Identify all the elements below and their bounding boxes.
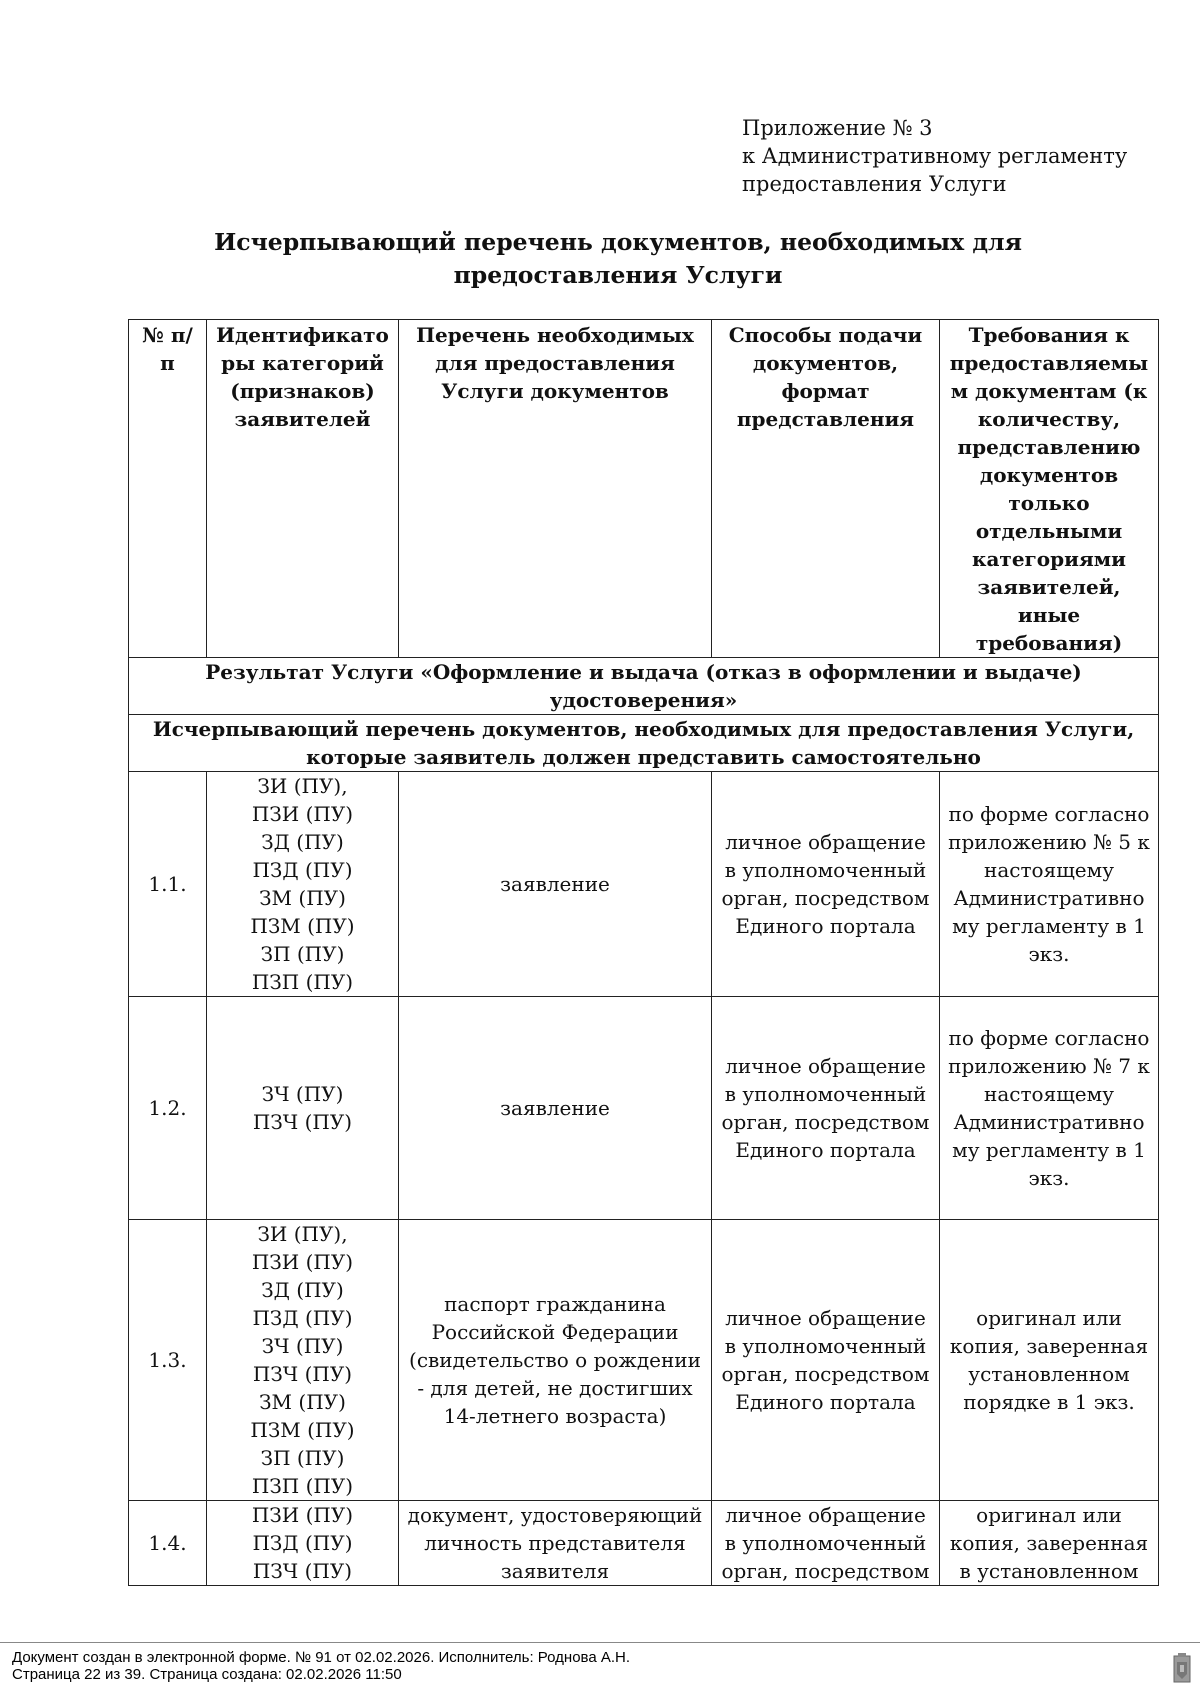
row-identifiers <box>207 1220 399 1501</box>
row-requirement: оригинал или копия, заверенная в установленном <box>940 1501 1159 1586</box>
section-cell: Исчерпывающий перечень документов, необходимых для предоставления Услуги, которые заявитель должен представить самостоятельно <box>129 715 1159 772</box>
row-document: заявление <box>399 997 712 1220</box>
identifier: ЗД (ПУ) <box>261 830 344 854</box>
identifier: ЗМ (ПУ) <box>259 1390 346 1414</box>
identifier: ПЗИ (ПУ) <box>251 1503 354 1527</box>
header-documents: Перечень необходимых для предоставления Услуги документов <box>399 320 712 658</box>
identifier: ЗП (ПУ) <box>260 942 345 966</box>
identifier: ПЗЧ (ПУ) <box>252 1110 353 1134</box>
row-number: 1.1. <box>129 772 207 997</box>
appendix-line-1: Приложение № 3 <box>742 116 933 140</box>
appendix-header <box>742 114 1162 198</box>
row-requirement: оригинал или копия, заверенная установленном порядке в 1 экз. <box>940 1220 1159 1501</box>
header-methods: Способы подачи документов, формат представления <box>712 320 940 658</box>
table-row <box>129 997 1159 1220</box>
identifier: ПЗД (ПУ) <box>252 1531 353 1555</box>
row-document: документ, удостоверяющий личность представителя заявителя <box>399 1501 712 1586</box>
row-method: личное обращение в уполномоченный орган, посредством <box>712 1501 940 1586</box>
page-title <box>0 226 1200 292</box>
coat-of-arms-icon <box>1172 1652 1192 1686</box>
identifier: ЗП (ПУ) <box>260 1446 345 1470</box>
table-row <box>129 1501 1159 1586</box>
identifier: ЗИ (ПУ), <box>257 1222 348 1246</box>
row-method: личное обращение в уполномоченный орган, посредством Единого портала <box>712 772 940 997</box>
appendix-line-2: к Административному регламенту <box>742 144 1128 168</box>
header-requirements: Требования к предоставляемы м документам (к количеству, представлению документов только отдельными категориями заявителей, иные требования) <box>940 320 1159 658</box>
identifier: ЗД (ПУ) <box>261 1278 344 1302</box>
footer <box>12 1649 1112 1683</box>
table-row <box>129 1220 1159 1501</box>
identifier: ЗМ (ПУ) <box>259 886 346 910</box>
identifier: ЗЧ (ПУ) <box>261 1082 344 1106</box>
identifier: ПЗП (ПУ) <box>251 970 354 994</box>
row-number: 1.4. <box>129 1501 207 1586</box>
row-document: заявление <box>399 772 712 997</box>
appendix-line-3: предоставления Услуги <box>742 172 1007 196</box>
row-method: личное обращение в уполномоченный орган, посредством Единого портала <box>712 997 940 1220</box>
identifier: ПЗП (ПУ) <box>251 1474 354 1498</box>
footer-line-1: Документ создан в электронной форме. № 91 от 02.02.2026. Исполнитель: Роднова А.Н. <box>12 1649 631 1666</box>
identifier: ПЗМ (ПУ) <box>250 1418 355 1442</box>
header-identifiers: Идентификато ры категорий (признаков) заявителей <box>207 320 399 658</box>
row-document: паспорт гражданина Российской Федерации (свидетельство о рождении - для детей, не достигших 14-летнего возраста) <box>399 1220 712 1501</box>
table-header-row <box>129 320 1159 658</box>
footer-line-2: Страница 22 из 39. Страница создана: 02.02.2026 11:50 <box>12 1666 402 1683</box>
identifier: ПЗЧ (ПУ) <box>252 1362 353 1386</box>
row-method: личное обращение в уполномоченный орган, посредством Единого портала <box>712 1220 940 1501</box>
result-row <box>129 658 1159 715</box>
identifier: ЗЧ (ПУ) <box>261 1334 344 1358</box>
footer-divider <box>0 1642 1200 1643</box>
row-number: 1.3. <box>129 1220 207 1501</box>
identifier: ПЗИ (ПУ) <box>251 1250 354 1274</box>
table-row <box>129 772 1159 997</box>
header-number: № п/п <box>129 320 207 658</box>
row-requirement: по форме согласно приложению № 7 к настоящему Административно му регламенту в 1 экз. <box>940 997 1159 1220</box>
identifier: ПЗД (ПУ) <box>252 858 353 882</box>
row-identifiers <box>207 1501 399 1586</box>
identifier: ЗИ (ПУ), <box>257 774 348 798</box>
identifier: ПЗИ (ПУ) <box>251 802 354 826</box>
result-cell: Результат Услуги «Оформление и выдача (отказ в оформлении и выдаче) удостоверения» <box>129 658 1159 715</box>
identifier: ПЗД (ПУ) <box>252 1306 353 1330</box>
identifier: ПЗМ (ПУ) <box>250 914 355 938</box>
title-line-2: предоставления Услуги <box>453 261 783 289</box>
section-row <box>129 715 1159 772</box>
row-number: 1.2. <box>129 997 207 1220</box>
title-line-1: Исчерпывающий перечень документов, необходимых для <box>214 228 1022 256</box>
identifier: ПЗЧ (ПУ) <box>252 1559 353 1583</box>
row-requirement: по форме согласно приложению № 5 к настоящему Административно му регламенту в 1 экз. <box>940 772 1159 997</box>
row-identifiers <box>207 997 399 1220</box>
documents-table <box>128 319 1159 1586</box>
row-identifiers <box>207 772 399 997</box>
